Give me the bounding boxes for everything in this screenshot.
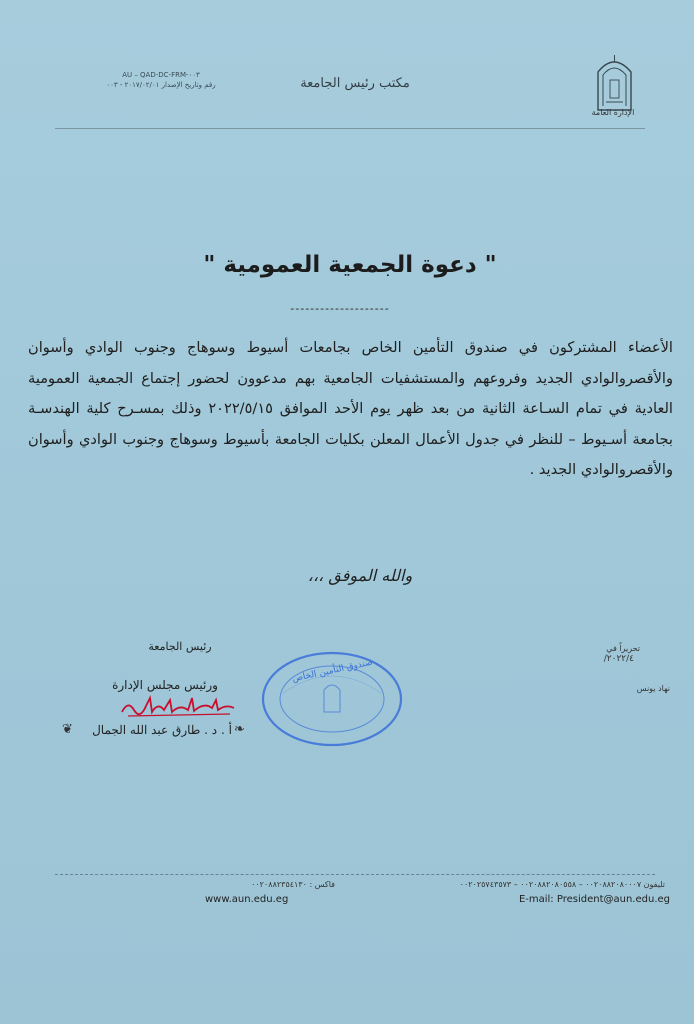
signatory-title: رئيس الجامعة	[148, 640, 212, 653]
signatory-name: أ . د . طارق عبد الله الجمال	[92, 723, 232, 737]
footer-fax: فاكس : ٠٠٢٠٨٨٢٣٥٤١٣٠	[251, 880, 335, 889]
university-logo	[592, 50, 637, 112]
footer-divider	[55, 874, 655, 875]
handwritten-signature	[118, 692, 238, 720]
date-value: ٢٠٢٢/٤/	[603, 654, 634, 664]
official-stamp	[260, 650, 405, 748]
title-divider: --------------------	[290, 302, 390, 315]
initials-note: نهاد يونس	[636, 684, 670, 693]
ornament-left-icon: ❦	[62, 722, 73, 737]
doc-code-sub: رقم وتاريخ الإصدار ٢٠١٧/٠٢/٠١ - ٠٠٣	[106, 81, 216, 89]
document-title: " دعوة الجمعية العمومية "	[203, 252, 497, 278]
footer-phones: تليفون ٠٠٢٠٨٨٢٠٨٠٠٠٧ – ٠٠٢٠٨٨٢٠٨٠٥٥٨ – ٠٠٢٠٢٥٧٤٣٥٧٣	[459, 880, 665, 889]
stamp-text: صندوق التأمين الخاص	[291, 657, 374, 685]
date-label: تحريراً في	[606, 644, 640, 653]
logo-caption: الإدارة العامة	[591, 108, 635, 117]
footer-website[interactable]: www.aun.edu.eg	[205, 894, 289, 905]
office-title: مكتب رئيس الجامعة	[300, 76, 410, 91]
invitation-body: الأعضاء المشتركون في صندوق التأمين الخاص بجامعات أسيوط وسوهاج وجنوب الوادي وأسوان والأقصروالوادي الجديد وفروعهم والمستشفيات الجامعية بهم مدعوون لحضور إجتماع الجمعية العمومية العادية في تمام السـاعة الثانية من بعد ظهر يوم الأحد الموافق ٢٠٢٢/٥/١٥ وذلك بمسـرح كلية الهندسـة بجامعة أسـيوط – للنظر في جدول الأعمال المعلن بكليات الجامعة بأسيوط وسوهاج وجنوب الوادي وأسوان والأقصروالوادي الجديد .	[28, 339, 673, 478]
header-divider	[55, 128, 645, 129]
footer-email[interactable]: E-mail: President@aun.edu.eg	[518, 894, 670, 905]
signatory-subtitle: ورئيس مجلس الإدارة	[112, 678, 218, 692]
doc-code: AU – QAD-DC-FRM-٠٠٣	[122, 71, 200, 79]
closing-line: والله الموفق ،،،	[307, 566, 413, 585]
doc-code-block	[86, 70, 236, 90]
ornament-right-icon: ❧	[234, 722, 245, 737]
